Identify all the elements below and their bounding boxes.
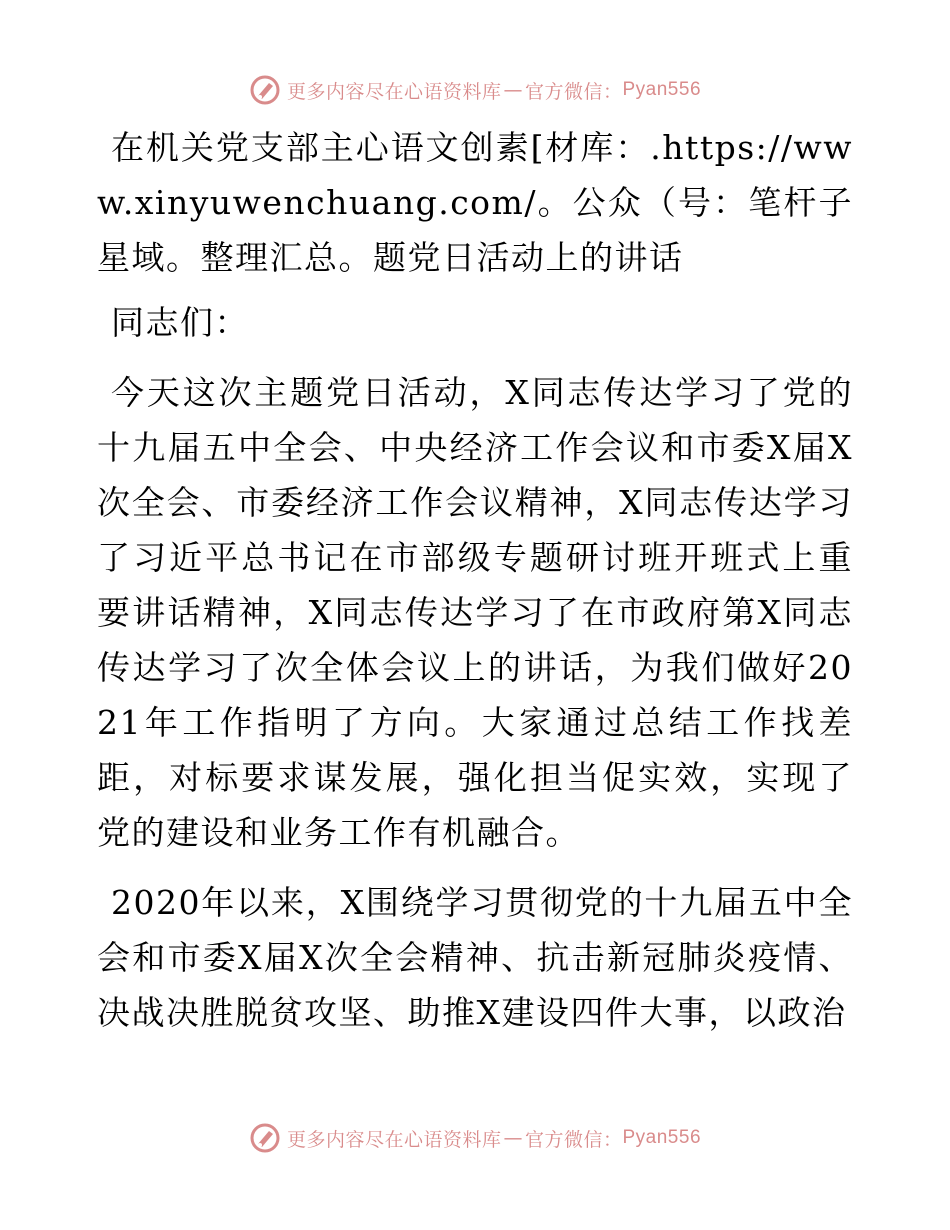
document-body — [97, 120, 853, 1055]
watermark-id: Pyan556 — [622, 79, 702, 100]
document-title: 在机关党支部主心语文创素[材库：.https://www.xinyuwenchuang.com/。公众（号：笔杆子星域。整理汇总。题党日活动上的讲话 — [97, 128, 853, 277]
watermark-text: 更多内容尽在心语资料库 — [286, 80, 502, 103]
watermark-id: Pyan556 — [622, 1127, 702, 1148]
footer-watermark — [0, 1118, 950, 1158]
pen-logo-icon — [249, 1122, 281, 1154]
body-paragraph-1: 今天这次主题党日活动，X同志传达学习了党的十九届五中全会、中央经济工作会议和市委X届X次全会、市委经济工作会议精神，X同志传达学习了习近平总书记在市部级专题研讨班开班式上重要讲话精神，X同志传达学习了在市政府第X同志传达学习了次全体会议上的讲话，为我们做好2021年工作指明了方向。大家通过总结工作找差距，对标要求谋发展，强化担当促实效，实现了党的建设和业务工作有机融合。 — [97, 373, 853, 852]
salutation-paragraph: 同志们： — [111, 303, 249, 342]
body-paragraph-2: 2020年以来，X围绕学习贯彻党的十九届五中全会和市委X届X次全会精神、抗击新冠肺炎疫情、决战决胜脱贫攻坚、助推X建设四件大事，以政治 — [97, 883, 853, 1032]
watermark-text: 更多内容尽在心语资料库 — [286, 1128, 502, 1151]
header-watermark — [0, 70, 950, 110]
pen-logo-icon — [249, 74, 281, 106]
watermark-separator: — — [503, 1127, 523, 1149]
watermark-label: 官方微信： — [524, 1128, 623, 1151]
watermark-separator: — — [503, 79, 523, 101]
watermark-label: 官方微信： — [524, 80, 623, 103]
